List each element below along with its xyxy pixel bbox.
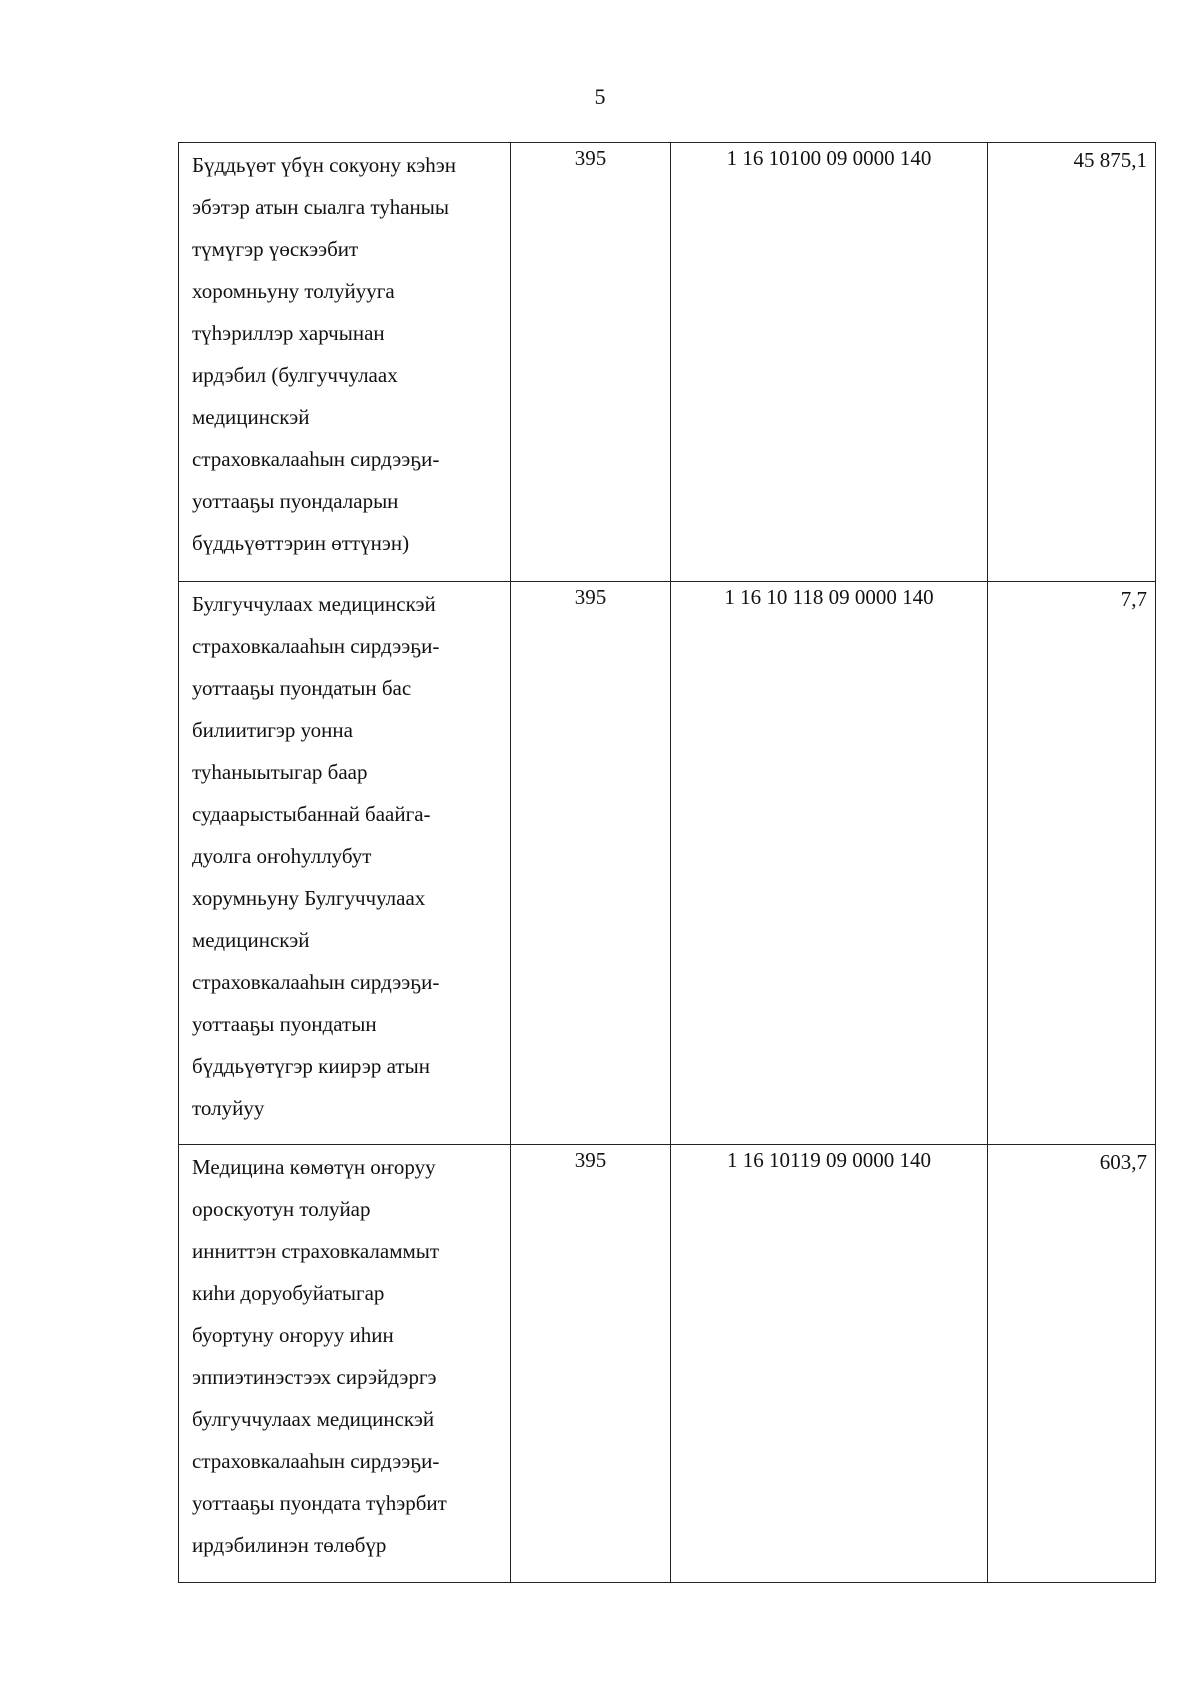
revenue-description: Медицина көмөтүн оҥоруу ороскуотун толуйар инниттэн страховкаламмыт киһи доруобуйатыгар буортуну оҥоруу иһин эппиэтинэстээх сирэйдэргэ булгуччулаах медицинскэй страховкалааһын сирдээҕи- уоттааҕы пуондата түһэрбит ирдэбилинэн төлөбүр bbox=[192, 1155, 447, 1557]
admin-code: 395 bbox=[574, 585, 607, 609]
admin-code: 395 bbox=[574, 1148, 607, 1172]
kbk-code: 1 16 10100 09 0000 140 bbox=[726, 146, 932, 170]
cell-kbk bbox=[671, 582, 988, 1145]
table-row bbox=[179, 143, 1156, 582]
cell-amount bbox=[988, 143, 1156, 582]
revenue-description: Бүддьүөт үбүн сокуону кэһэн эбэтэр атын сыалга туһаныы түмүгэр үөскээбит хоромньуну толуйууга түһэриллэр харчынан ирдэбил (булгуччулаах медицинскэй страховкалааһын сирдээҕи- уоттааҕы пуондаларын бүддьүөттэрин өттүнэн) bbox=[192, 153, 456, 555]
kbk-code: 1 16 10119 09 0000 140 bbox=[727, 1148, 931, 1172]
cell-kbk bbox=[671, 143, 988, 582]
cell-amount bbox=[988, 1145, 1156, 1583]
budget-revenue-table bbox=[178, 142, 1156, 1583]
page-number: 5 bbox=[594, 84, 606, 109]
admin-code: 395 bbox=[574, 146, 607, 170]
amount-value: 603,7 bbox=[1099, 1150, 1147, 1174]
cell-description bbox=[179, 1145, 511, 1583]
cell-description bbox=[179, 143, 511, 582]
kbk-code: 1 16 10 118 09 0000 140 bbox=[724, 585, 934, 609]
cell-admin-code bbox=[511, 1145, 671, 1583]
amount-value: 7,7 bbox=[1120, 587, 1147, 611]
table-row bbox=[179, 1145, 1156, 1583]
revenue-description: Булгуччулаах медицинскэй страховкалааһын сирдээҕи- уоттааҕы пуондатын бас билиитигэр уонна туһаныытыгар баар судаарыстыбаннай баайга- дуолга оҥоһуллубут хорумньуну Булгуччулаах медицинскэй страховкалааһын сирдээҕи- уоттааҕы пуондатын бүддьүөтүгэр киирэр атын толуйуу bbox=[192, 592, 440, 1120]
cell-admin-code bbox=[511, 582, 671, 1145]
cell-kbk bbox=[671, 1145, 988, 1583]
cell-admin-code bbox=[511, 143, 671, 582]
cell-description bbox=[179, 582, 511, 1145]
cell-amount bbox=[988, 582, 1156, 1145]
amount-value: 45 875,1 bbox=[1073, 148, 1147, 172]
table-row bbox=[179, 582, 1156, 1145]
